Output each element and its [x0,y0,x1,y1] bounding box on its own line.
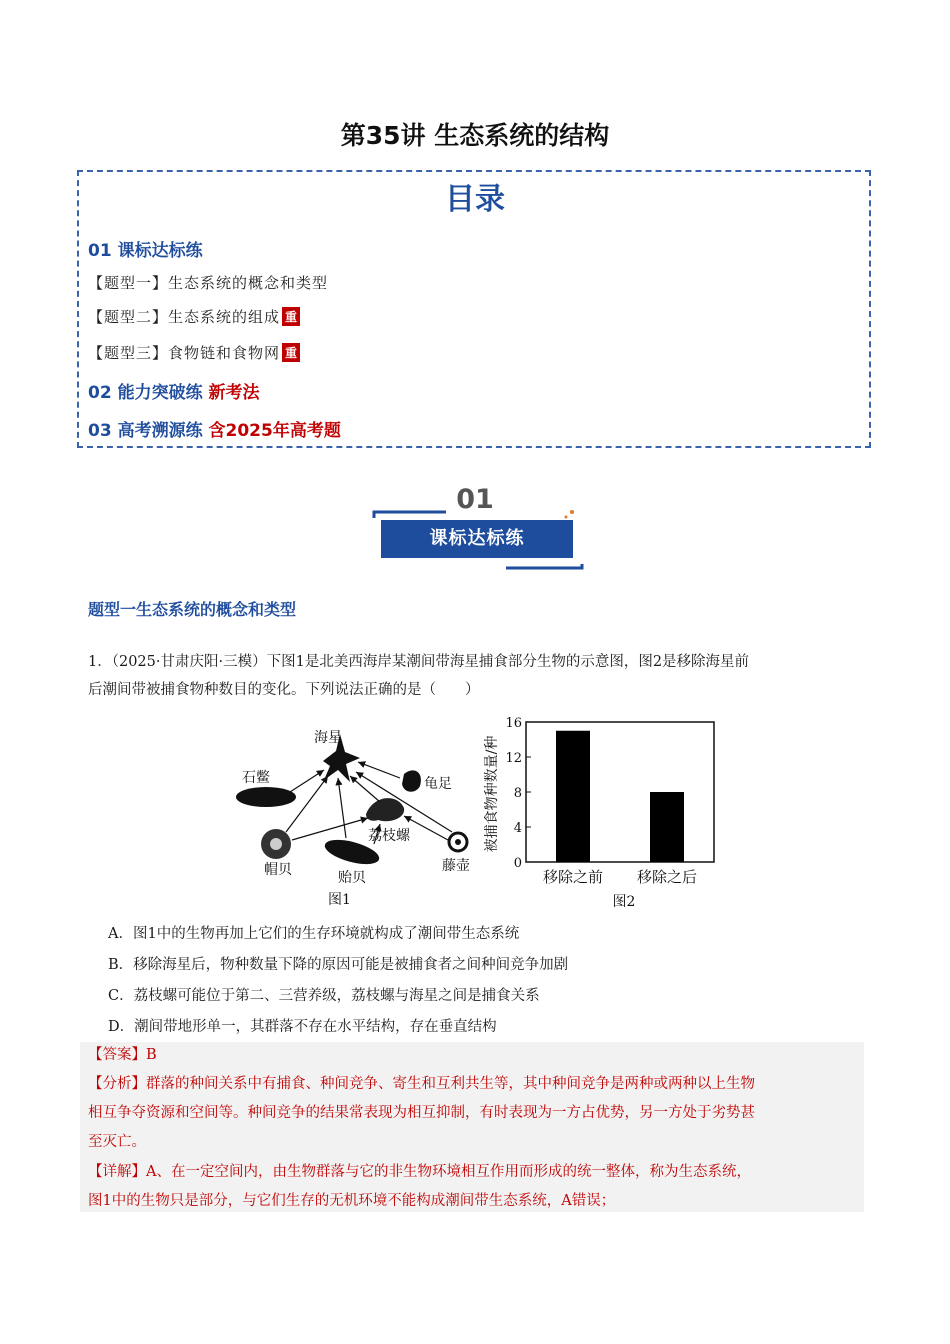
option-d[interactable]: D．潮间带地形单一，其群落不存在水平结构，存在垂直结构 [108,1019,497,1035]
y-tick-label: 0 [513,856,522,871]
label-shipie: 石鳖 [242,770,270,786]
banner-number: 01 [456,484,494,515]
y-tick-label: 4 [513,821,522,836]
analysis-line-1: 【分析】群落的种间关系中有捕食、种间竞争、寄生和互利共生等，其中种间竞争是两种或两种以上生物 [88,1076,755,1092]
answer-line: 【答案】B [88,1047,157,1063]
y-tick-label: 8 [513,786,522,801]
chart-frame [526,722,714,862]
option-b[interactable]: B．移除海星后，物种数量下降的原因可能是被捕食者之间种间竞争加剧 [108,957,569,973]
lizhiluo-icon [366,798,404,821]
category-label: 移除之后 [636,868,698,886]
label-yibei: 贻贝 [338,870,366,886]
banner-label: 课标达标练 [381,520,573,558]
option-a[interactable]: A．图1中的生物再加上它们的生存环境就构成了潮间带生态系统 [108,926,520,942]
figure-1-foodweb [228,716,488,916]
question-line-1: 1．（2025·甘肃庆阳·三模）下图1是北美西海岸某潮间带海星捕食部分生物的示意图，图2是移除海星前 [88,654,750,670]
detail-line-2: 图1中的生物只是部分，与它们生存的无机环境不能构成潮间带生态系统，A错误； [88,1193,616,1209]
shipie-icon [236,787,296,807]
question-line-2: 后潮间带被捕食物种数目的变化。下列说法正确的是（ ） [88,682,480,698]
label-tenghu: 藤壶 [442,858,470,874]
figure-1-caption: 图1 [328,892,351,908]
toc-item-1[interactable]: 【题型一】生态系统的概念和类型 [88,274,329,292]
important-badge: 重 [282,343,300,362]
figure-2-chart [484,712,724,912]
label-guizu: 龟足 [424,776,452,792]
label-lizhiluo: 荔枝螺 [368,828,410,844]
section-heading: 题型一生态系统的概念和类型 [88,600,297,619]
label-maobei: 帽贝 [264,862,292,878]
y-tick-label: 16 [505,716,522,731]
y-tick-label: 12 [505,751,522,766]
toc-section-3[interactable]: 03 高考溯源练 含2025年高考题 [88,421,341,441]
option-c[interactable]: C．荔枝螺可能位于第二、三营养级，荔枝螺与海星之间是捕食关系 [108,988,540,1004]
category-label: 移除之前 [542,868,604,886]
chart-bar [650,792,684,862]
toc-item-2[interactable]: 【题型二】生态系统的组成 重 [88,306,300,327]
chart-bar [556,731,590,862]
toc-section-2[interactable]: 02 能力突破练 新考法 [88,383,260,403]
important-badge: 重 [282,307,300,326]
toc-heading: 目录 [445,182,505,217]
toc-section-1[interactable]: 01 课标达标练 [88,241,203,261]
figure-2-caption: 图2 [612,894,636,910]
label-starfish: 海星 [314,730,342,746]
analysis-line-3: 至灭亡。 [88,1134,146,1150]
chart-ylabel: 被捕食物种数量/种 [484,735,500,853]
detail-line-1: 【详解】A、在一定空间内，由生物群落与它的非生物环境相互作用而形成的统一整体，称为生态系统， [88,1164,751,1180]
toc-item-3[interactable]: 【题型三】食物链和食物网 重 [88,342,300,363]
page-title: 第35讲 生态系统的结构 [340,121,610,150]
analysis-line-2: 相互争夺资源和空间等。种间竞争的结果常表现为相互抑制，有时表现为一方占优势，另一方处于劣势甚 [88,1105,755,1121]
guizu-icon [402,770,421,791]
